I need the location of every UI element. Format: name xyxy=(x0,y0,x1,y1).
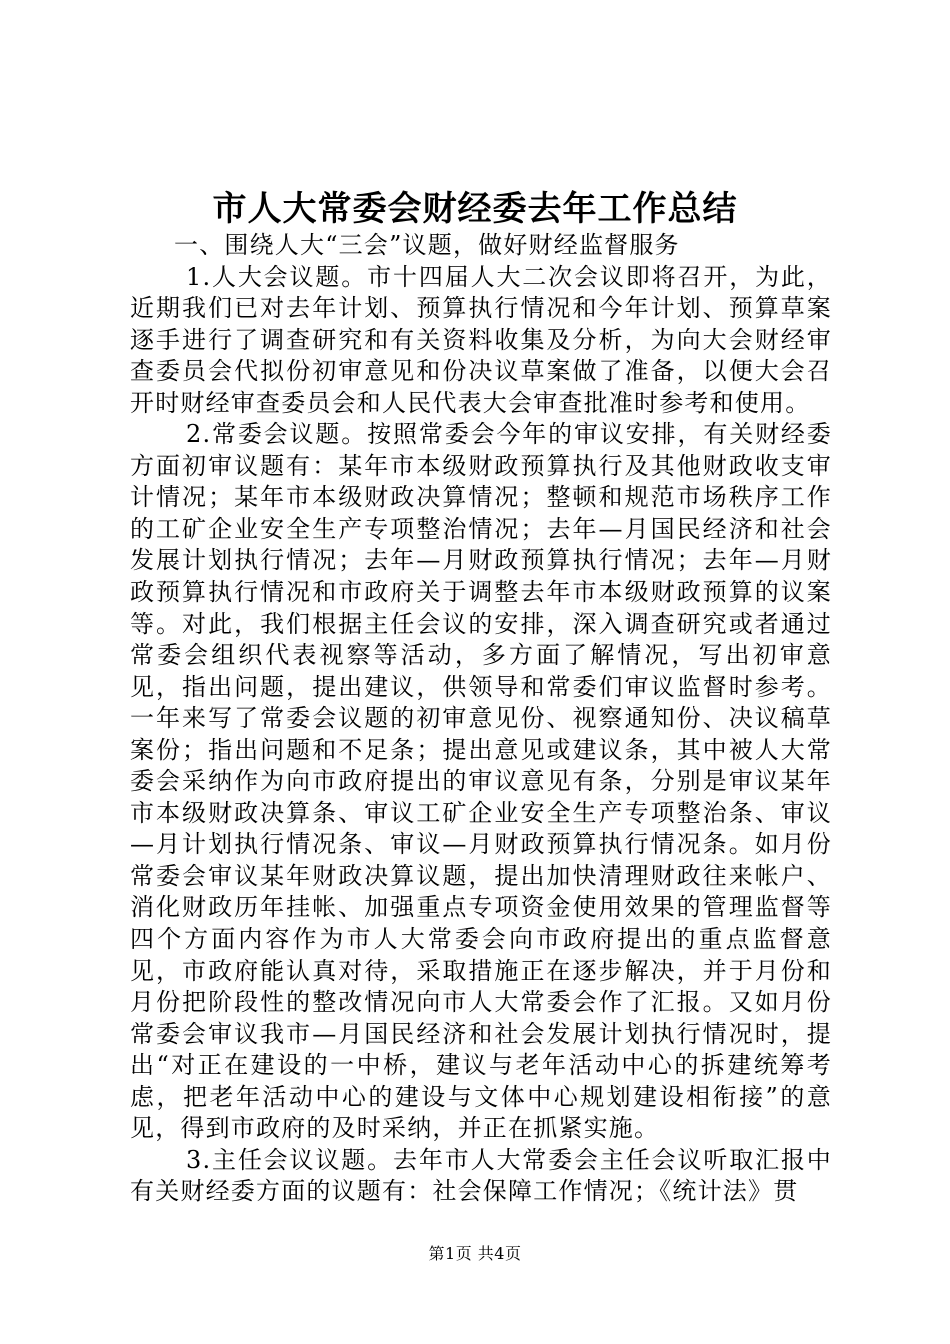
paragraph-2: 2.常委会议题。按照常委会今年的审议安排，有关财经委方面初审议题有：某年市本级财政预算执行及其他财政收支审计情况；某年市本级财政决算情况；整顿和规范市场秩序工作的工矿企业安全生产专项整治情况；去年—月国民经济和社会发展计划执行情况；去年—月财政预算执行情况；去年—月财政预算执行情况和市政府关于调整去年市本级财政预算的议案等。对此，我们根据主任会议的安排，深入调查研究或者通过常委会组织代表视察等活动，多方面了解情况，写出初审意见，指出问题，提出建议，供领导和常委们审议监督时参考。一年来写了常委会议题的初审意见份、视察通知份、决议稿草案份；指出问题和不足条；提出意见或建议条，其中被人大常委会采纳作为向市政府提出的审议意见有条，分别是审议某年市本级财政决算条、审议工矿企业安全生产专项整治条、审议—月计划执行情况条、审议—月财政预算执行情况条。如月份常委会审议某年财政决算议题，提出加快清理财政往来帐户、消化财政历年挂帐、加强重点专项资金使用效果的管理监督等四个方面内容作为市人大常委会向市政府提出的重点监督意见，市政府能认真对待，采取措施正在逐步解决，并于月份和月份把阶段性的整改情况向市人大常委会作了汇报。又如月份常委会审议我市—月国民经济和社会发展计划执行情况时，提出“对正在建设的一中桥，建议与老年活动中心的拆建统筹考虑，把老年活动中心的建设与文体中心规划建设相衔接”的意见，得到市政府的及时采纳，并正在抓紧实施。 xyxy=(130,420,832,1143)
document-body xyxy=(130,230,832,1208)
paragraph-1: 1.人大会议题。市十四届人大二次会议即将召开，为此，近期我们已对去年计划、预算执行情况和今年计划、预算草案逐手进行了调查研究和有关资料收集及分析，为向大会财经审查委员会代拟份初审意见和份决议草案做了准备，以便大会召开时财经审查委员会和人民代表大会审查批准时参考和使用。 xyxy=(130,262,832,417)
page-footer: 第1页 共4页 xyxy=(428,1244,522,1263)
document-title: 市人大常委会财经委去年工作总结 xyxy=(212,189,738,229)
section-heading: 一、围绕人大“三会”议题，做好财经监督服务 xyxy=(174,231,680,259)
paragraph-3: 3.主任会议议题。去年市人大常委会主任会议听取汇报中有关财经委方面的议题有：社会保障工作情况；《统计法》贯 xyxy=(130,1145,832,1206)
